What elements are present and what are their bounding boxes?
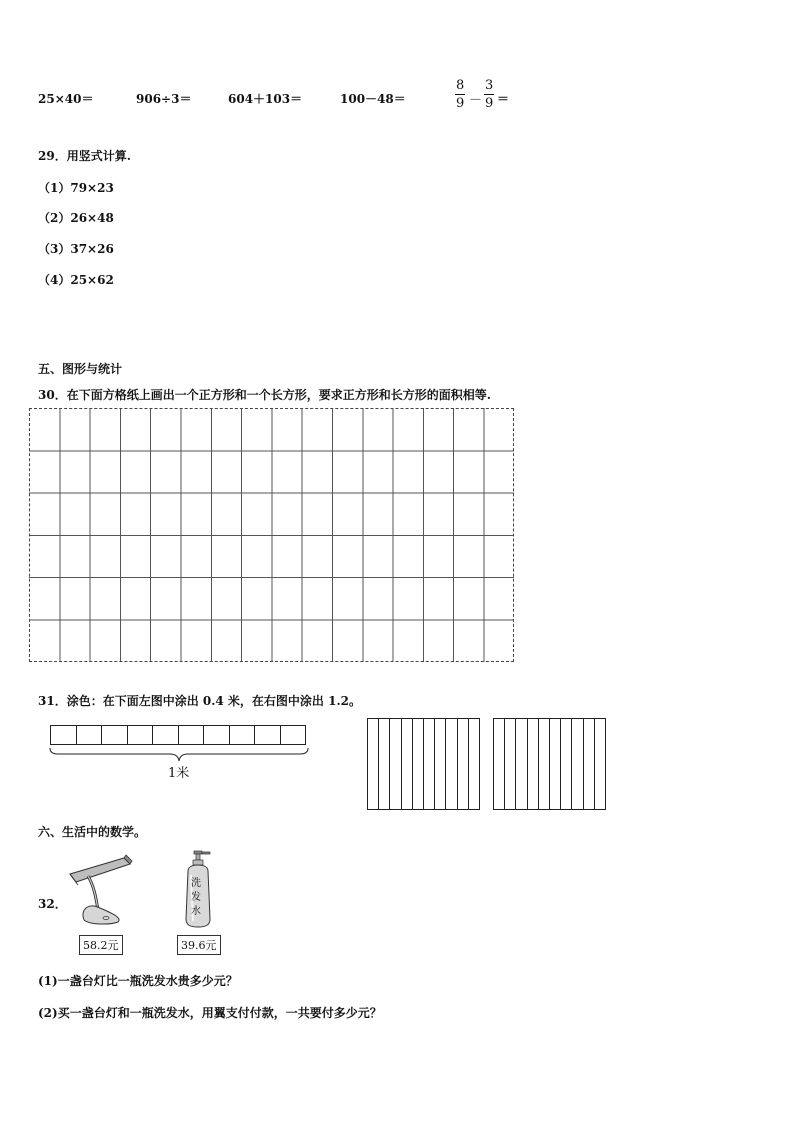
q32-number: 32． — [38, 897, 67, 911]
bottle-char-3: 水 — [191, 906, 201, 917]
strip[interactable] — [424, 719, 435, 809]
q29-title: 29．用竖式计算. — [38, 149, 131, 163]
q29-item-4: （4）25×62 — [38, 273, 114, 287]
calc-item-2: 906÷3＝ — [136, 92, 192, 106]
q32-question-1: (1)一盏台灯比一瓶洗发水贵多少元？ — [38, 974, 238, 988]
strip[interactable] — [539, 719, 550, 809]
q29-item-1: （1）79×23 — [38, 181, 114, 195]
bottle-char-1: 洗 — [191, 878, 201, 889]
meter-cell[interactable] — [204, 726, 230, 744]
fraction-denominator: 9 — [485, 96, 494, 111]
strip[interactable] — [413, 719, 424, 809]
meter-cell[interactable] — [230, 726, 256, 744]
meter-cell[interactable] — [128, 726, 154, 744]
section-6-heading: 六、生活中的数学。 — [38, 825, 147, 839]
strip[interactable] — [390, 719, 401, 809]
strip[interactable] — [550, 719, 561, 809]
strip[interactable] — [584, 719, 595, 809]
strip[interactable] — [528, 719, 539, 809]
strip[interactable] — [561, 719, 572, 809]
q32-question-2: (2)买一盏台灯和一瓶洗发水，用翼支付付款，一共要付多少元？ — [38, 1006, 382, 1020]
strip[interactable] — [505, 719, 516, 809]
meter-cell[interactable] — [102, 726, 128, 744]
strip[interactable] — [446, 719, 457, 809]
strip-block-left[interactable] — [367, 718, 480, 810]
strip[interactable] — [435, 719, 446, 809]
fraction-numerator: 8 — [456, 78, 465, 93]
calc-item-1: 25×40＝ — [38, 92, 94, 106]
fraction-3-9 — [484, 79, 494, 110]
calc-item-4: 100－48＝ — [340, 92, 406, 106]
strip[interactable] — [458, 719, 469, 809]
q30-text: 30．在下面方格纸上画出一个正方形和一个长方形，要求正方形和长方形的面积相等. — [38, 388, 491, 402]
q31-text: 31．涂色：在下面左图中涂出 0.4 米，在右图中涂出 1.2。 — [38, 694, 361, 708]
fraction-8-9 — [455, 79, 465, 110]
strip[interactable] — [469, 719, 479, 809]
square-grid-paper[interactable] — [29, 408, 514, 662]
strip[interactable] — [368, 719, 379, 809]
minus-sign: － — [469, 93, 483, 108]
q29-item-3: （3）37×26 — [38, 242, 114, 256]
meter-cell[interactable] — [51, 726, 77, 744]
bottle-char-2: 发 — [191, 892, 201, 903]
strip[interactable] — [516, 719, 527, 809]
calc-item-3: 604＋103＝ — [228, 92, 303, 106]
meter-label: 1米 — [168, 766, 190, 781]
desk-lamp-icon — [66, 852, 138, 927]
meter-cell[interactable] — [153, 726, 179, 744]
strip[interactable] — [572, 719, 583, 809]
equals-sign: ＝ — [497, 92, 510, 106]
fraction-denominator: 9 — [456, 96, 465, 111]
strip[interactable] — [402, 719, 413, 809]
shampoo-price-tag: 39.6元 — [177, 935, 221, 955]
q29-item-2: （2）26×48 — [38, 211, 114, 225]
section-5-heading: 五、图形与统计 — [38, 362, 123, 376]
strip[interactable] — [494, 719, 505, 809]
strip-block-right[interactable] — [493, 718, 606, 810]
meter-bar[interactable] — [50, 725, 306, 745]
meter-cell[interactable] — [179, 726, 205, 744]
strip[interactable] — [379, 719, 390, 809]
strip[interactable] — [595, 719, 605, 809]
meter-cell[interactable] — [281, 726, 306, 744]
lamp-price-tag: 58.2元 — [79, 935, 123, 955]
meter-cell[interactable] — [77, 726, 103, 744]
fraction-numerator: 3 — [485, 78, 494, 93]
meter-cell[interactable] — [255, 726, 281, 744]
